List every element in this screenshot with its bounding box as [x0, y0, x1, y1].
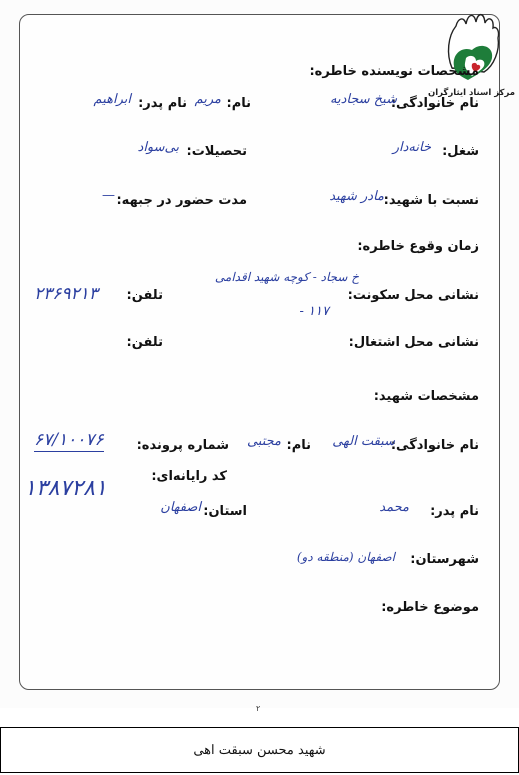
father-name-label: نام پدر: [138, 96, 187, 111]
province-value: اصفهان [160, 500, 201, 515]
memory-time-label: زمان وقوع خاطره: [357, 239, 479, 254]
computer-code-label: کد رایانه‌ای: [151, 469, 227, 484]
martyr-section-title: مشخصات شهید: [373, 389, 479, 404]
phone-value-1: ۲۳۶۹۲۱۳ [34, 284, 98, 304]
martyr-family-label: نام خانوادگی: [390, 438, 479, 453]
father-name-value: ابراهیم [93, 92, 131, 107]
family-name-label: نام خانوادگی: [390, 96, 479, 111]
education-label: تحصیلات: [186, 144, 247, 159]
page-number: ۲ [256, 704, 261, 713]
phone-label-2: تلفن: [126, 335, 163, 350]
education-value: بی‌سواد [137, 140, 179, 155]
topic-label: موضوع خاطره: [381, 600, 479, 615]
phone-label-1: تلفن: [126, 288, 163, 303]
martyr-name-label: نام: [286, 438, 311, 453]
residence-label: نشانی محل سکونت: [347, 288, 479, 303]
file-number-value: ۶۷/۱۰۰۷۶ [34, 430, 104, 450]
form-frame [19, 14, 500, 690]
logo-text: مرکز اسناد ایثارگران [427, 88, 516, 98]
martyr-family-value: سبقت الهی [332, 434, 395, 449]
residence-value-line2: ۱۱۷ - [299, 304, 329, 319]
city-label: شهرستان: [410, 552, 479, 567]
file-number-label: شماره پرونده: [136, 438, 229, 453]
caption-text: شهید محسن سبقت اهی [193, 742, 326, 758]
relation-value: مادر شهید [329, 189, 384, 204]
name-label: نام: [226, 96, 251, 111]
martyr-father-value: محمد [379, 500, 409, 515]
job-label: شغل: [442, 144, 479, 159]
front-duration-value: — [102, 188, 115, 203]
martyr-name-value: مجتبی [246, 434, 281, 449]
work-address-label: نشانی محل اشتغال: [348, 335, 479, 350]
province-label: استان: [203, 504, 247, 519]
job-value: خانه‌دار [392, 140, 431, 155]
residence-value-line1: خ سجاد - کوچه شهید اقدامی [214, 270, 359, 284]
author-section-title: مشخصات نویسنده خاطره: [309, 64, 479, 79]
caption-box [0, 727, 519, 773]
name-value: مریم [194, 92, 221, 107]
front-duration-label: مدت حضور در جبهه: [116, 193, 247, 208]
family-name-value: شیخ سجادیه [330, 92, 397, 107]
relation-label: نسبت با شهید: [383, 193, 479, 208]
city-value: اصفهان (منطقه دو) [296, 550, 395, 564]
computer-code-value: ۱۳۸۷۲۸۱ [24, 476, 107, 501]
martyr-father-label: نام پدر: [430, 504, 479, 519]
